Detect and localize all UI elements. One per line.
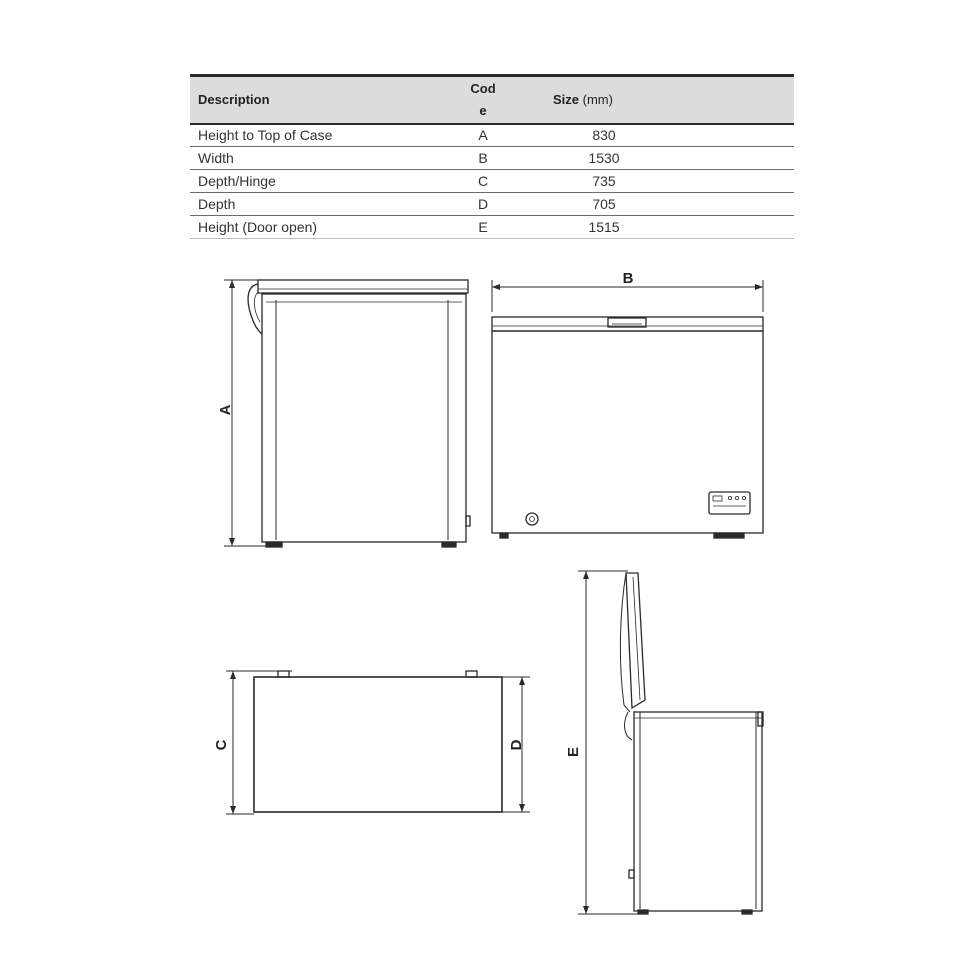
row-code: D: [477, 196, 489, 212]
row-size: 735: [592, 173, 616, 189]
row-size: 705: [592, 196, 616, 212]
control-panel: [709, 492, 750, 514]
top-hinge-right: [466, 671, 477, 677]
row-code: B: [478, 150, 488, 166]
row-code: A: [478, 127, 488, 144]
side-hinge-inner: [254, 292, 260, 322]
row-description: Width: [198, 150, 234, 166]
dim-c-arrow-bottom: [230, 806, 236, 814]
top-body: [254, 677, 502, 812]
dim-b-arrow-right: [755, 284, 763, 290]
dim-b-arrow-left: [492, 284, 500, 290]
row-size: 830: [592, 127, 616, 144]
row-description: Height (Door open): [198, 219, 318, 235]
lock-icon: [526, 513, 538, 525]
control-knob-1: [728, 496, 731, 499]
row-description: Depth: [198, 196, 236, 212]
header-code-line1: Cod: [470, 80, 496, 96]
side-body: [262, 294, 466, 542]
side-view: [217, 280, 470, 547]
row-code: E: [478, 219, 488, 235]
open-lid: [626, 573, 645, 708]
side-foot-right: [442, 542, 456, 547]
top-hinge-left: [278, 671, 289, 677]
row-size: 1515: [588, 219, 620, 235]
dim-d-arrow-bottom: [519, 804, 525, 812]
open-foot-right: [742, 910, 752, 914]
open-body-bump: [629, 870, 634, 878]
open-foot-left: [638, 910, 648, 914]
dim-a-arrow-bottom: [229, 538, 235, 546]
lock-icon-core: [530, 517, 535, 522]
open-body: [634, 712, 762, 911]
header-size-label: Size: [553, 92, 580, 108]
dim-label-a: A: [217, 404, 234, 416]
dim-label-e: E: [565, 746, 582, 758]
dim-label-d: D: [508, 739, 525, 751]
side-bump: [466, 516, 470, 526]
control-knob-2: [735, 496, 738, 499]
front-body: [492, 331, 763, 533]
dim-a-arrow-top: [229, 280, 235, 288]
header-description: Description: [198, 92, 270, 108]
front-view: [492, 270, 763, 538]
side-lid: [258, 280, 468, 293]
open-hinge: [625, 712, 632, 740]
control-panel-display: [713, 496, 722, 501]
row-size: 1530: [588, 150, 620, 166]
header-size-unit: (mm): [582, 92, 613, 108]
control-knob-3: [742, 496, 745, 499]
side-foot-left: [266, 542, 282, 547]
dim-d-arrow-top: [519, 677, 525, 685]
row-code: C: [477, 173, 489, 189]
dim-label-b: B: [622, 270, 634, 287]
row-description: Depth/Hinge: [198, 173, 276, 189]
header-code-line2: e: [479, 102, 487, 118]
dim-e-arrow-bottom: [583, 906, 589, 914]
dim-e-arrow-top: [583, 571, 589, 579]
top-view: [213, 671, 530, 814]
front-foot-right: [714, 533, 744, 538]
open-lid-view: [565, 571, 763, 914]
dim-c-arrow-top: [230, 671, 236, 679]
front-foot-left: [500, 533, 508, 538]
dim-label-c: C: [213, 739, 230, 751]
row-description: Height to Top of Case: [198, 127, 333, 144]
